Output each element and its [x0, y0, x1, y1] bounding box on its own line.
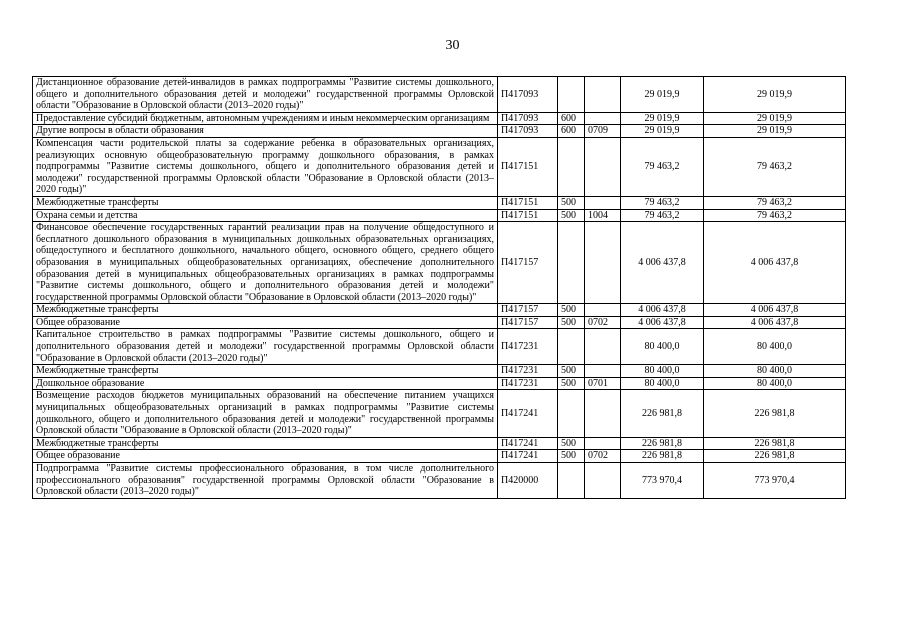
- row-code-cell: П417093: [498, 125, 558, 138]
- table-row: [33, 377, 846, 390]
- row-section-cell: [585, 329, 621, 365]
- row-section-cell: [585, 112, 621, 125]
- row-amount-1-cell: 4 006 437,8: [621, 222, 704, 304]
- row-section-cell: 0701: [585, 377, 621, 390]
- row-expense-type-cell: 500: [558, 196, 585, 209]
- row-amount-2-cell: 29 019,9: [704, 125, 846, 138]
- table-row: [33, 304, 846, 317]
- row-code-cell: П417151: [498, 196, 558, 209]
- table-body: [33, 77, 846, 499]
- row-section-cell: [585, 365, 621, 378]
- row-section-cell: [585, 463, 621, 499]
- row-code-cell: П417093: [498, 112, 558, 125]
- row-amount-2-cell: 79 463,2: [704, 196, 846, 209]
- row-code-cell: П417241: [498, 437, 558, 450]
- row-amount-1-cell: 226 981,8: [621, 450, 704, 463]
- row-name-cell: Капитальное строительство в рамках подпрограммы "Развитие системы дошкольного, общего и дополнительного образования детей и молодежи" государственной программы Орловской области "Образование в Орловской области (2013–2020 годы)": [33, 329, 498, 365]
- row-expense-type-cell: 600: [558, 125, 585, 138]
- row-code-cell: П417241: [498, 390, 558, 437]
- row-expense-type-cell: 500: [558, 304, 585, 317]
- row-code-cell: П417231: [498, 377, 558, 390]
- row-section-cell: 1004: [585, 209, 621, 222]
- row-amount-2-cell: 29 019,9: [704, 77, 846, 113]
- row-amount-1-cell: 4 006 437,8: [621, 304, 704, 317]
- row-amount-1-cell: 226 981,8: [621, 437, 704, 450]
- row-expense-type-cell: 500: [558, 209, 585, 222]
- table-row: [33, 137, 846, 196]
- row-amount-1-cell: 29 019,9: [621, 125, 704, 138]
- row-expense-type-cell: 600: [558, 112, 585, 125]
- row-name-cell: Компенсация части родительской платы за содержание ребенка в образовательных организациях, реализующих основную общеобразовательную программу дошкольного образования, в рамках подпрограммы "Развитие системы дошкольного, общего и дополнительного образования детей и молодежи" государственной программы Орловской области "Образование в Орловской области (2013–2020 годы)": [33, 137, 498, 196]
- row-expense-type-cell: 500: [558, 377, 585, 390]
- row-amount-1-cell: 773 970,4: [621, 463, 704, 499]
- table-row: [33, 222, 846, 304]
- row-section-cell: 0702: [585, 316, 621, 329]
- row-expense-type-cell: [558, 329, 585, 365]
- row-name-cell: Межбюджетные трансферты: [33, 304, 498, 317]
- row-expense-type-cell: [558, 77, 585, 113]
- row-section-cell: [585, 77, 621, 113]
- table-row: [33, 77, 846, 113]
- table-row: [33, 437, 846, 450]
- row-amount-2-cell: 4 006 437,8: [704, 222, 846, 304]
- row-code-cell: П417241: [498, 450, 558, 463]
- row-amount-1-cell: 79 463,2: [621, 209, 704, 222]
- row-amount-1-cell: 80 400,0: [621, 365, 704, 378]
- row-amount-2-cell: 4 006 437,8: [704, 316, 846, 329]
- row-expense-type-cell: [558, 390, 585, 437]
- row-amount-2-cell: 79 463,2: [704, 137, 846, 196]
- table-row: [33, 209, 846, 222]
- row-code-cell: П417157: [498, 304, 558, 317]
- row-amount-1-cell: 29 019,9: [621, 112, 704, 125]
- table-row: [33, 463, 846, 499]
- row-section-cell: [585, 390, 621, 437]
- row-amount-1-cell: 4 006 437,8: [621, 316, 704, 329]
- row-code-cell: П417151: [498, 209, 558, 222]
- budget-table: [32, 76, 846, 499]
- row-amount-1-cell: 29 019,9: [621, 77, 704, 113]
- row-amount-1-cell: 80 400,0: [621, 329, 704, 365]
- row-expense-type-cell: [558, 463, 585, 499]
- table-row: [33, 450, 846, 463]
- row-name-cell: Общее образование: [33, 316, 498, 329]
- row-code-cell: П417231: [498, 365, 558, 378]
- row-expense-type-cell: 500: [558, 316, 585, 329]
- row-name-cell: Предоставление субсидий бюджетным, автономным учреждениям и иным некоммерческим организациям: [33, 112, 498, 125]
- row-name-cell: Межбюджетные трансферты: [33, 365, 498, 378]
- row-amount-2-cell: 226 981,8: [704, 390, 846, 437]
- row-amount-1-cell: 80 400,0: [621, 377, 704, 390]
- row-amount-2-cell: 29 019,9: [704, 112, 846, 125]
- table-row: [33, 316, 846, 329]
- row-amount-2-cell: 4 006 437,8: [704, 304, 846, 317]
- row-name-cell: Общее образование: [33, 450, 498, 463]
- row-expense-type-cell: [558, 222, 585, 304]
- row-name-cell: Финансовое обеспечение государственных гарантий реализации прав на получение общедоступного и бесплатного дошкольного образования в муниципальных дошкольных образовательных организациях, общедоступного и бесплатного дошкольного, начального общего, основного общего, среднего общего образования в муниципальных общеобразовательных организациях, обеспечение дополнительного образования детей в муниципальных общеобразовательных организациях в рамках подпрограммы "Развитие системы дошкольного, общего и дополнительного образования детей и молодежи" государственной программы Орловской области "Образование в Орловской области (2013–2020 годы)": [33, 222, 498, 304]
- row-section-cell: [585, 304, 621, 317]
- row-amount-2-cell: 80 400,0: [704, 365, 846, 378]
- row-name-cell: Дошкольное образование: [33, 377, 498, 390]
- table-row: [33, 390, 846, 437]
- row-section-cell: 0709: [585, 125, 621, 138]
- row-section-cell: [585, 437, 621, 450]
- row-name-cell: Межбюджетные трансферты: [33, 196, 498, 209]
- row-code-cell: П417151: [498, 137, 558, 196]
- row-amount-1-cell: 79 463,2: [621, 196, 704, 209]
- row-code-cell: П417093: [498, 77, 558, 113]
- table-row: [33, 125, 846, 138]
- row-amount-2-cell: 226 981,8: [704, 450, 846, 463]
- table-row: [33, 329, 846, 365]
- row-amount-2-cell: 226 981,8: [704, 437, 846, 450]
- row-name-cell: Подпрограмма "Развитие системы профессионального образования, в том числе дополнительного профессионального образования" государственной программы Орловской области "Образование в Орловской области (2013–2020 годы)": [33, 463, 498, 499]
- table-row: [33, 112, 846, 125]
- row-section-cell: [585, 196, 621, 209]
- row-amount-2-cell: 773 970,4: [704, 463, 846, 499]
- row-section-cell: [585, 222, 621, 304]
- row-expense-type-cell: 500: [558, 450, 585, 463]
- row-amount-1-cell: 226 981,8: [621, 390, 704, 437]
- row-code-cell: П417157: [498, 316, 558, 329]
- row-expense-type-cell: 500: [558, 437, 585, 450]
- row-amount-2-cell: 80 400,0: [704, 329, 846, 365]
- row-name-cell: Дистанционное образование детей-инвалидов в рамках подпрограммы "Развитие системы дошкольного, общего и дополнительного образования детей и молодежи" государственной программы Орловской области "Образование в Орловской области (2013–2020 годы)": [33, 77, 498, 113]
- row-expense-type-cell: 500: [558, 365, 585, 378]
- row-name-cell: Другие вопросы в области образования: [33, 125, 498, 138]
- page-number: 30: [445, 38, 460, 53]
- row-name-cell: Возмещение расходов бюджетов муниципальных образований на обеспечение питанием учащихся муниципальных общеобразовательных организаций в рамках подпрограммы "Развитие системы дошкольного, общего и дополнительного образования детей и молодежи" государственной программы Орловской области "Образование в Орловской области (2013–2020 годы)": [33, 390, 498, 437]
- table-row: [33, 196, 846, 209]
- row-section-cell: 0702: [585, 450, 621, 463]
- row-code-cell: П417157: [498, 222, 558, 304]
- row-amount-1-cell: 79 463,2: [621, 137, 704, 196]
- row-expense-type-cell: [558, 137, 585, 196]
- row-amount-2-cell: 80 400,0: [704, 377, 846, 390]
- row-code-cell: П417231: [498, 329, 558, 365]
- row-name-cell: Охрана семьи и детства: [33, 209, 498, 222]
- row-amount-2-cell: 79 463,2: [704, 209, 846, 222]
- table-row: [33, 365, 846, 378]
- row-code-cell: П420000: [498, 463, 558, 499]
- row-name-cell: Межбюджетные трансферты: [33, 437, 498, 450]
- row-section-cell: [585, 137, 621, 196]
